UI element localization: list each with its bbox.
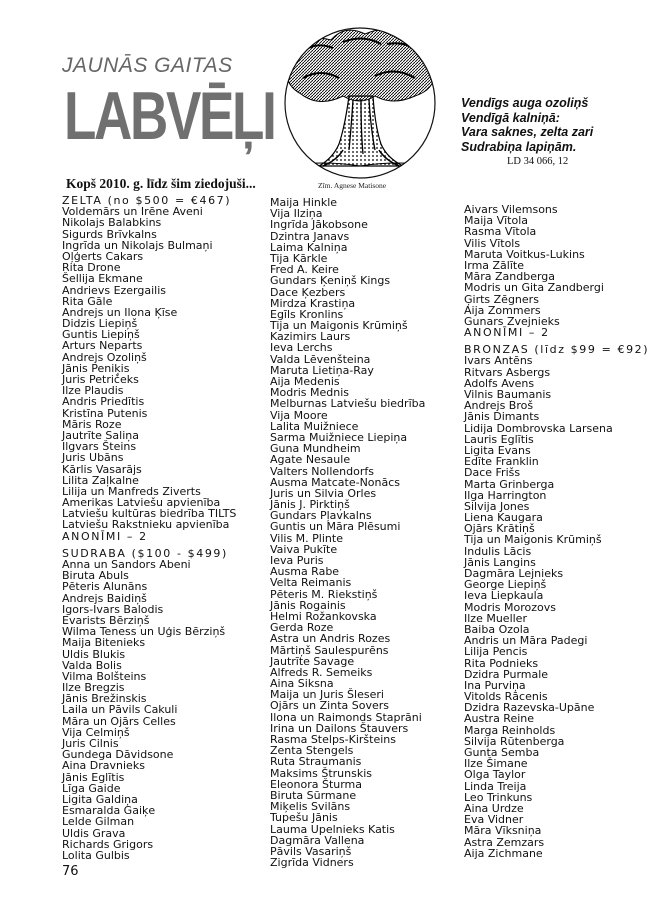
donor-name: Lauma Upelnieks Katis <box>270 822 395 836</box>
donor-name: Vilis M. Plinte <box>270 531 343 545</box>
donor-name: Aija Zommers <box>464 303 541 317</box>
donor-name: Pāvils Vasariņš <box>270 844 352 858</box>
donor-name: Juris un Silvia Orles <box>270 486 377 500</box>
donor-name: Dagmāra Vallena <box>270 833 365 847</box>
poem <box>461 96 593 154</box>
donor-name: Vaiva Pukīte <box>270 542 338 556</box>
donor-name: Vitolds Rācenis <box>464 690 548 704</box>
donor-name: Silvija Jones <box>464 499 530 513</box>
donor-name: Māris Roze <box>62 417 122 431</box>
donor-name: Ligita Galdiņa <box>62 792 138 806</box>
donor-name: Rita Drone <box>62 261 121 275</box>
donor-name: Irma Zālīte <box>464 258 524 272</box>
donor-name: Ina Purviņa <box>464 678 526 692</box>
donor-name: Arturs Neparts <box>62 339 143 353</box>
section-heading: ANONĪMI – 2 <box>62 529 148 543</box>
donor-name: Andrejs Baidiņš <box>62 591 147 605</box>
donor-name: Mārtiņš Saulespurēns <box>270 643 389 657</box>
donor-name: Andris Priedītis <box>62 395 145 409</box>
donor-name: Jānis Langins <box>464 555 536 569</box>
donor-name: Lolita Gulbis <box>62 848 130 862</box>
donor-name: Didzis Liepiņš <box>62 317 138 331</box>
donor-name: Gundega Dāvidsone <box>62 748 174 762</box>
donor-name: Gundars Pļavkalns <box>270 509 372 523</box>
donor-name: Vilnis Baumanis <box>464 388 552 401</box>
donor-name: Leo Trinkuns <box>464 790 533 804</box>
donor-name: Modris Mednis <box>270 386 350 400</box>
donor-name: Modris Morozovs <box>464 600 556 614</box>
donor-name: Jānis Eglītis <box>62 770 125 784</box>
donor-name: Aina Urdze <box>464 801 524 815</box>
donor-name: Dzidra Purmale <box>464 667 549 681</box>
journal-name: JAUNĀS GAITAS <box>62 54 233 77</box>
donor-name: Biruta Sūrmane <box>270 788 357 802</box>
donor-name: Rasma Stelps-Kiršteins <box>270 733 396 746</box>
donor-name: Tija un Maigonis Krūmiņš <box>270 319 408 333</box>
donor-name: Adolfs Avens <box>464 376 535 390</box>
donor-name: Lilija un Manfreds Ziverts <box>62 484 201 498</box>
poem-line: Sudrabiņa lapiņām. <box>461 139 577 154</box>
donor-name: Maija Bitenieks <box>62 636 146 650</box>
donor-name: Šellija Ekmane <box>62 272 143 286</box>
donor-name: Vilma Bolšteins <box>62 669 147 683</box>
donor-name: Lilija Pencis <box>464 645 528 659</box>
donor-name: Irina un Dailons Štauvers <box>270 721 409 735</box>
donor-name: Andrievs Ezergailis <box>62 283 167 297</box>
donor-name: Eva Vidner <box>464 813 524 827</box>
donor-name: Ieva Liepkaula <box>464 589 544 603</box>
donor-name: Silvija Rūtenberga <box>464 734 565 748</box>
donor-name: Ilze Bregzis <box>62 681 125 695</box>
subtitle: Kopš 2010. g. līdz šim ziedojuši... <box>66 176 256 191</box>
donor-name: Pēteris Alunāns <box>62 580 148 594</box>
poem-line: Vendīgs auga ozoliņš <box>461 96 589 110</box>
donor-name: Lilita Zaļkalne <box>62 473 139 487</box>
image-credit: Zīm. Agnese Matisone <box>318 181 387 190</box>
donor-name: Jānis Rogainis <box>270 598 346 612</box>
donor-name: Jautrīte Saliņa <box>62 428 139 442</box>
donor-name: Dace Ķezbers <box>270 285 346 299</box>
donor-name: Uldis Grava <box>62 826 126 840</box>
donor-name: Ilze Šimane <box>464 757 528 771</box>
donor-name: Voldemārs un Irēne Aveni <box>62 205 203 219</box>
donor-name: Eleonora Šturma <box>270 777 363 791</box>
donor-column-3 <box>464 204 649 859</box>
donor-name: Richards Grigors <box>62 837 154 851</box>
donor-name: Edīte Franklin <box>464 455 539 469</box>
donor-name: Ruta Straumanis <box>270 755 362 769</box>
donor-name: Maija Vītola <box>464 214 529 228</box>
donor-name: Tija un Maigonis Krūmiņš <box>464 533 602 547</box>
donor-name: Guna Mundheim <box>270 442 361 456</box>
donor-name: Linda Treija <box>464 779 527 793</box>
donor-name: Tija Kārkle <box>270 251 328 265</box>
section-heading: SUDRABA ($100 - $499) <box>62 546 228 560</box>
donor-name: Esmaralda Gaiķe <box>62 804 156 818</box>
donor-name: Rita Gāle <box>62 294 113 308</box>
donor-name: Māra Zandberga <box>464 270 556 284</box>
donor-name: Kazimirs Laurs <box>270 330 351 344</box>
donor-name: Valda Bolis <box>62 658 122 672</box>
donor-name: Juris Ubāns <box>62 451 124 465</box>
donor-name: Jānis J. Pirktiņš <box>270 498 350 512</box>
donor-name: Helmi Rožankovska <box>270 609 377 623</box>
donor-name: Maksims Štrunskis <box>270 766 372 780</box>
poem-reference: LD 34 066, 12 <box>507 156 569 167</box>
donor-name: Ivars Antēns <box>464 354 533 368</box>
donor-name: Aivars Vilemsons <box>464 203 558 216</box>
donor-name: Guntis Liepiņš <box>62 328 140 342</box>
donor-name: Evarists Bērziņš <box>62 613 150 627</box>
donor-name: Wilma Teness un Uģis Bērziņš <box>62 625 226 639</box>
donor-name: Ilona un Raimonds Staprāni <box>270 710 422 724</box>
donor-name: Dzintra Janavs <box>270 229 350 243</box>
donor-name: Latviešu Rakstnieku apvienība <box>62 518 230 532</box>
donor-name: Zigrīda Vidners <box>270 856 354 870</box>
donor-name: Rasma Vītola <box>464 225 537 239</box>
donor-name: Ilze Plaudis <box>62 384 124 398</box>
donor-name: Olga Taylor <box>464 768 526 782</box>
donor-name: Uldis Blukis <box>62 647 126 661</box>
donor-name: Ieva Puris <box>270 554 324 567</box>
donor-name: Baiba Ozola <box>464 622 530 636</box>
donor-name: Ieva Lerchs <box>270 341 333 355</box>
donor-name: Ģirts Zēgners <box>464 292 539 306</box>
donor-name: Velta Reimanis <box>270 576 352 590</box>
donor-name: Kārlis Vasarājs <box>62 462 142 476</box>
donor-name: Andrejs Broš <box>464 399 534 413</box>
donor-name: Maruta Lietiņa-Ray <box>270 363 374 377</box>
donor-name: George Liepiņš <box>464 578 547 592</box>
donor-name: Mirdza Krastiņa <box>270 296 356 310</box>
donor-column-2 <box>270 197 425 868</box>
section-heading: BRONZAS (līdz $99 = €92) <box>464 343 650 357</box>
page-number: 76 <box>62 864 79 879</box>
donor-name: Lidija Dombrovska Larsena <box>464 421 613 435</box>
donor-name: Astra Zemzars <box>464 835 545 849</box>
donor-name: Lauris Eglītis <box>464 432 534 446</box>
donor-name: Modris un Gita Zandbergi <box>464 281 604 295</box>
donor-name: Sigurds Brīvkalns <box>62 227 157 241</box>
section-heading: ANONĪMI – 2 <box>464 326 550 340</box>
donor-name: Aija Zichmane <box>464 846 543 860</box>
donor-name: Fred A. Keire <box>270 263 339 277</box>
oak-tree-illustration <box>283 26 437 180</box>
donor-name: Dagmāra Lejnieks <box>464 567 564 580</box>
donor-name: Māra un Ojārs Celles <box>62 714 176 728</box>
donor-name: Marta Grinberga <box>464 477 555 491</box>
donor-name: Ilga Harrington <box>464 488 547 502</box>
donor-name: Melburnas Latviešu biedrība <box>270 397 426 411</box>
donor-name: Lelde Gilman <box>62 815 135 829</box>
page-title: LABVĒĻI <box>64 78 275 154</box>
donor-name: Laima Kalniņa <box>270 240 348 254</box>
donor-name: Sarma Muižniece Liepiņa <box>270 430 408 444</box>
donor-name: Agate Nesaule <box>270 453 351 467</box>
donor-name: Gerda Roze <box>270 621 334 635</box>
donor-name: Vija Moore <box>270 408 328 422</box>
donor-name: Ingrīda Jākobsone <box>270 218 368 232</box>
donor-name: Māra Vīksniņa <box>464 824 542 838</box>
donor-name: Marga Reinholds <box>464 723 556 737</box>
donor-name: Oļģerts Cakars <box>62 249 144 263</box>
donor-name: Rita Podnieks <box>464 656 539 670</box>
donor-name: Ligita Evans <box>464 443 531 457</box>
donor-name: Tupešu Jānis <box>270 811 338 825</box>
donor-name: Aina Dravnieks <box>62 759 145 773</box>
donor-name: Dzidra Razevska-Upāne <box>464 701 595 715</box>
donor-name: Amerikas Latviešu apvienība <box>62 496 221 510</box>
donor-name: Anna un Sandors Abeni <box>62 558 191 571</box>
donor-name: Jānis Peniķis <box>62 361 130 375</box>
donor-column-1 <box>62 195 236 861</box>
donor-name: Indulis Lācis <box>464 544 532 558</box>
donor-name: Gunars Zvejnieks <box>464 314 560 328</box>
donor-name: Jānis Brežinskis <box>62 692 147 706</box>
donor-name: Ritvars Asbergs <box>464 365 551 379</box>
poem-line: Vendīgā kalniņā: <box>461 110 560 125</box>
donor-name: Jautrīte Savage <box>270 654 355 668</box>
donor-name: Biruta Abuls <box>62 569 129 583</box>
donor-name: Miķelis Svilāns <box>270 800 351 814</box>
donor-name: Ilgvars Šteins <box>62 440 137 454</box>
donor-name: Igors-Ivars Balodis <box>62 602 164 616</box>
poem-line: Vara saknes, zelta zari <box>461 125 594 139</box>
donor-name: Valda Lēvenšteina <box>270 352 371 366</box>
donor-name: Maija Hinkle <box>270 196 338 209</box>
donor-name: Ausma Rabe <box>270 565 340 579</box>
donor-name: Līga Gaide <box>62 781 121 795</box>
section-heading: ZELTA (no $500 = €467) <box>62 194 232 207</box>
donor-name: Andrejs un Ilona Ķīse <box>62 305 178 319</box>
donor-name: Maruta Voitkus-Lukins <box>464 247 585 261</box>
donor-name: Vija Celmiņš <box>62 725 130 739</box>
donor-name: Andrejs Ozoliņš <box>62 350 147 364</box>
donor-name: Maija un Juris Šleseri <box>270 688 384 702</box>
donor-name: Vija Ilziņa <box>270 207 323 221</box>
donor-name: Andris un Māra Padegi <box>464 634 588 648</box>
donor-name: Laila un Pāvils Cakuli <box>62 703 178 717</box>
donor-name: Vilis Vītols <box>464 236 521 250</box>
donor-name: Egīls Kronlins <box>270 307 344 321</box>
donor-name: Gundars Ķeniņš Kings <box>270 274 391 288</box>
donor-name: Ojārs Krātiņš <box>464 522 535 536</box>
donor-name: Kristīna Putenis <box>62 406 148 420</box>
donor-name: Aina Siksna <box>270 677 334 691</box>
donor-name: Dace Frišs <box>464 466 521 480</box>
donor-name: Lalita Muižniece <box>270 419 359 433</box>
donor-name: Gunta Semba <box>464 746 540 759</box>
donor-name: Valters Nollendorfs <box>270 464 374 478</box>
donor-name: Alfreds R. Semeiks <box>270 665 373 679</box>
donor-name: Latviešu kultūras biedrība TILTS <box>62 507 237 521</box>
donor-name: Austra Reine <box>464 712 535 726</box>
donor-name: Zenta Stengels <box>270 744 354 758</box>
donor-name: Pēteris M. Riekstiņš <box>270 587 378 601</box>
donor-name: Juris Petričeks <box>62 373 139 386</box>
donor-name: Juris Cilnis <box>62 737 119 750</box>
donor-name: Nikolajs Balabkins <box>62 216 162 230</box>
donor-name: Jānis Dimants <box>464 410 540 424</box>
donor-name: Ingrīda un Nikolajs Bulmaņi <box>62 238 213 252</box>
donor-name: Guntis un Māra Plēsumi <box>270 520 401 534</box>
donor-name: Ojārs un Zinta Sovers <box>270 699 390 713</box>
donor-name: Ausma Matcate-Nonācs <box>270 475 401 489</box>
donor-name: Astra un Andris Rozes <box>270 632 391 646</box>
donor-name: Aija Medenis <box>270 375 340 388</box>
donor-name: Ilze Mueller <box>464 611 527 625</box>
donor-name: Liena Kaugara <box>464 511 543 525</box>
